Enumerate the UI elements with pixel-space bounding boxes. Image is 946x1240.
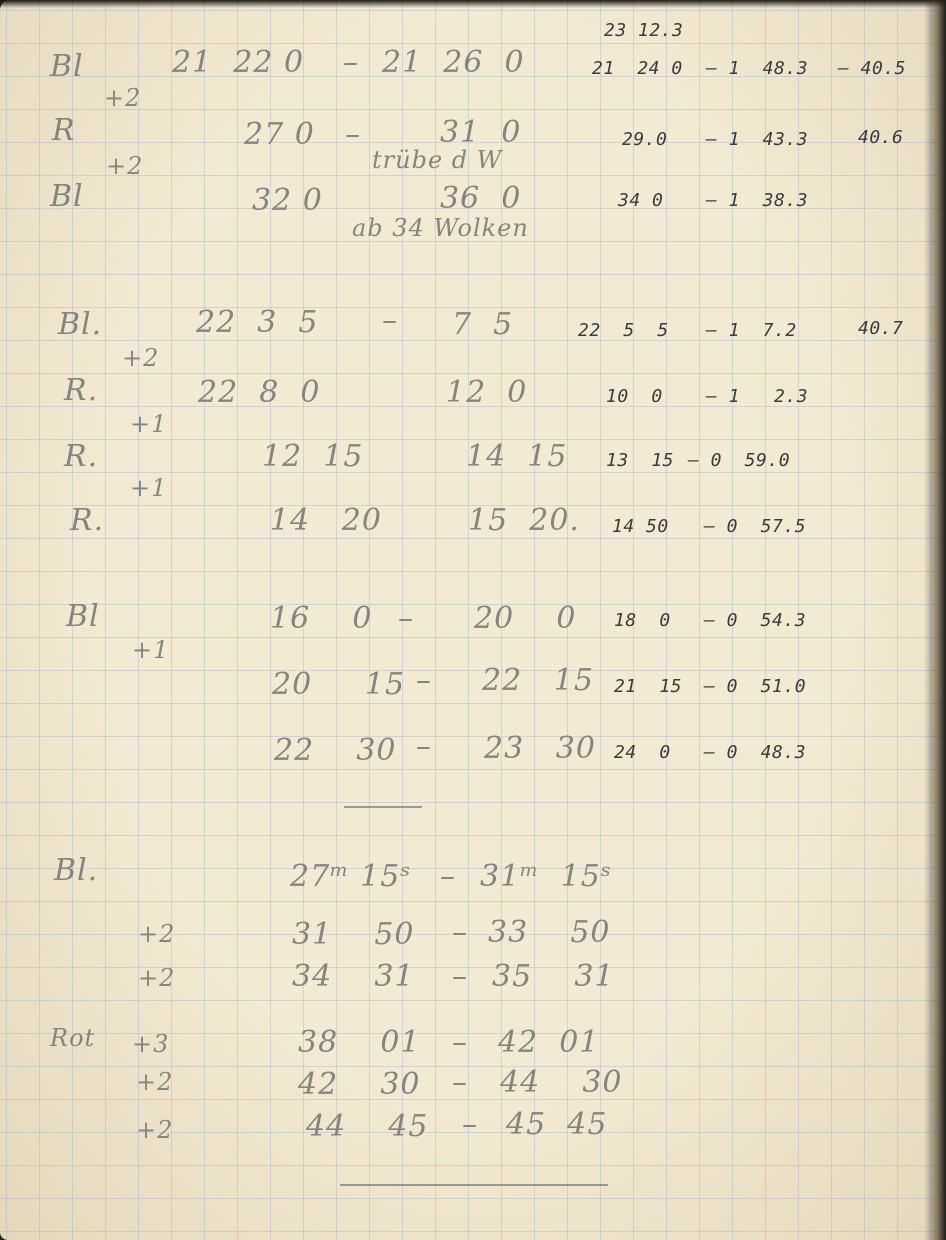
block4-row4-end: 42 01 (498, 1025, 600, 1060)
block1-row2-label: R (52, 113, 76, 148)
block2-row2-sub: +1 (130, 410, 168, 438)
block2-row2-end: 12 0 (446, 375, 528, 410)
block3-row1-sub: +1 (132, 636, 170, 664)
block2-row1-start: 22 3 5 (196, 305, 319, 340)
block1-row3-end: 36 0 (440, 181, 522, 216)
block3-row1-start: 16 0 (270, 601, 373, 636)
block4-row4-sub: +3 (132, 1030, 170, 1058)
block3-row2-dash: – (416, 663, 432, 698)
block3-row1-label: Bl (66, 599, 100, 634)
block1-row3-label: Bl (50, 179, 84, 214)
block4-row2-end: 33 50 (488, 915, 611, 950)
block1-row1-start: 21 22 0 (172, 45, 305, 80)
block2-row3-label: R. (64, 439, 99, 474)
block1-row3-corr: – 1 38.3 (706, 190, 809, 211)
block1-row2-mid: 29.0 (622, 129, 668, 150)
block2-row1-label: Bl. (58, 307, 103, 342)
page-edge-right (924, 0, 946, 1240)
block1-row3-note: ab 34 Wolken (352, 214, 529, 242)
block3-row1-corr: – 0 54.3 (704, 610, 807, 631)
block2-row1-diff: 40.7 (858, 318, 904, 339)
block3-row3-start: 22 30 (274, 733, 397, 768)
block3-row1-dash: – (398, 601, 414, 636)
block2-row4-end: 15 20. (468, 503, 580, 538)
block4-row1-dash: – (440, 859, 456, 894)
block2-row2-label: R. (64, 373, 99, 408)
header-date: 23 12.3 (604, 20, 684, 41)
block4-row2-dash: – (452, 915, 468, 950)
block4-row5-end: 44 30 (500, 1065, 623, 1100)
block2-row3-corr: – 0 59.0 (688, 450, 791, 471)
block2-row1-sub: +2 (122, 344, 160, 372)
block3-row3-mid: 24 0 (614, 742, 671, 763)
block2-row2-start: 22 8 0 (198, 375, 321, 410)
block1-row1-diff: – 40.5 (838, 58, 907, 79)
block1-row1-dash: – (343, 45, 359, 80)
block1-row2-dash: – (345, 117, 361, 152)
block2-row4-corr: – 0 57.5 (704, 516, 807, 537)
bottom-separator-line (340, 1184, 608, 1186)
block1-row1-end: 21 26 0 (382, 45, 525, 80)
block4-row2-start: 31 50 (292, 917, 415, 952)
block4-row6-dash: – (462, 1107, 478, 1142)
block4-row5-start: 42 30 (298, 1067, 421, 1102)
block4-row4-dash: – (452, 1025, 468, 1060)
block4-row3-sub: +2 (138, 964, 176, 992)
block1-row1-mid: 21 24 0 (592, 58, 683, 79)
block4-row1-end: 31ᵐ 15ˢ (480, 859, 612, 894)
block2-row3-start: 12 15 (262, 439, 364, 474)
block2-row1-dash: – (382, 303, 398, 338)
block2-row3-mid: 13 15 (606, 450, 675, 471)
block2-row1-end: 7 5 (452, 307, 514, 342)
block3-row2-mid: 21 15 (614, 676, 683, 697)
block3-row3-dash: – (416, 729, 432, 764)
block4-row4-start: 38 01 (298, 1025, 421, 1060)
block1-row1-corr: – 1 48.3 (706, 58, 809, 79)
block1-row2-corr: – 1 43.3 (706, 129, 809, 150)
block4-row5-sub: +2 (136, 1068, 174, 1096)
block2-row1-corr: – 1 7.2 (706, 320, 797, 341)
block2-row2-mid: 10 0 (606, 386, 663, 407)
block1-row3-start: 32 0 (252, 183, 323, 218)
block2-row1-mid: 22 5 5 (578, 320, 669, 341)
block4-row6-start: 44 45 (306, 1109, 429, 1144)
block3-row1-mid: 18 0 (614, 610, 671, 631)
page-edge-top (0, 0, 946, 8)
block2-row4-mid: 14 50 (612, 516, 669, 537)
block1-row2-diff: 40.6 (858, 127, 904, 148)
block3-row3-end: 23 30 (484, 731, 596, 766)
block1-row2-sub: +2 (106, 152, 144, 180)
block2-row4-start: 14 20 (270, 503, 382, 538)
block3-row2-corr: – 0 51.0 (704, 676, 807, 697)
block4-row4-label: Rot (50, 1024, 96, 1052)
block1-row1-label: Bl (50, 49, 84, 84)
block1-row2-start: 27 0 (244, 117, 315, 152)
block1-row2-note: trübe d W (372, 146, 503, 174)
separator-line (344, 806, 422, 808)
block2-row4-label: R. (70, 503, 105, 538)
block4-row1-start: 27ᵐ 15ˢ (290, 859, 412, 894)
block2-row3-sub: +1 (130, 474, 168, 502)
block4-row3-dash: – (452, 959, 468, 994)
block2-row3-end: 14 15 (466, 439, 568, 474)
block3-row3-corr: – 0 48.3 (704, 742, 807, 763)
block3-row1-end: 20 0 (474, 601, 577, 636)
block1-row1-sub: +2 (104, 84, 142, 112)
block1-row3-mid: 34 0 (618, 190, 664, 211)
block4-row3-end: 35 31 (492, 959, 615, 994)
block2-row2-corr: – 1 2.3 (706, 386, 809, 407)
block3-row2-start: 20 15 (272, 667, 406, 702)
block4-row2-sub: +2 (138, 920, 176, 948)
block4-row3-start: 34 31 (292, 959, 415, 994)
block4-row6-end: 45 45 (506, 1107, 608, 1142)
block4-row1-label: Bl. (54, 853, 99, 888)
block3-row2-end: 22 15 (482, 663, 594, 698)
block4-row6-sub: +2 (136, 1116, 174, 1144)
block1-row2-end: 31 0 (440, 115, 522, 150)
block4-row5-dash: – (452, 1065, 468, 1100)
